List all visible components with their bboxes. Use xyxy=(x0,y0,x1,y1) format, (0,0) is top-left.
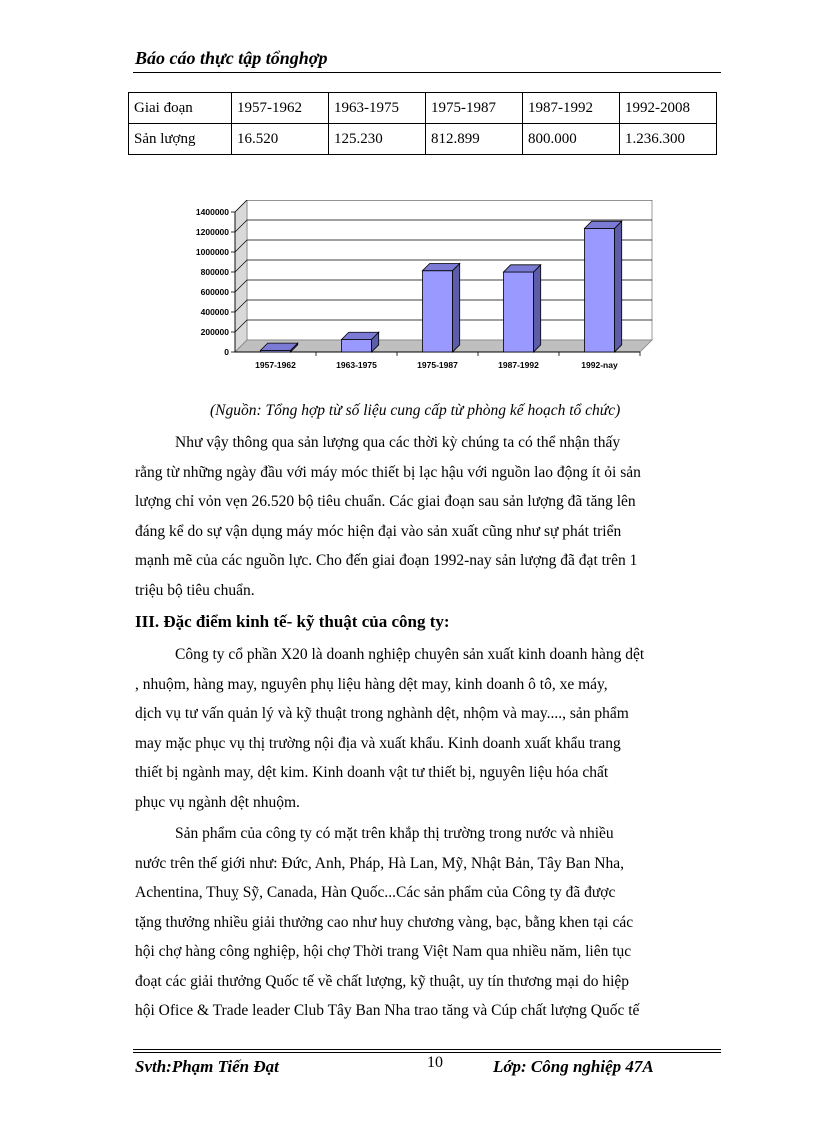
header-rule xyxy=(133,72,721,73)
table-cell: 1963-1975 xyxy=(329,93,426,124)
table-row xyxy=(129,124,717,155)
paragraph-line: Công ty cổ phần X20 là doanh nghiệp chuyên sản xuất kinh doanh hàng dệt xyxy=(175,646,645,663)
paragraph-line: đoạt các giải thưởng Quốc tế về chất lượng, kỹ thuật, uy tín thương mại do hiệp xyxy=(135,972,630,990)
y-tick-label: 1000000 xyxy=(195,247,229,257)
table-cell: 1987-1992 xyxy=(523,93,620,124)
table-cell: 125.230 xyxy=(329,124,426,155)
page-number: 10 xyxy=(427,1054,443,1071)
paragraph-line: triệu bộ tiêu chuẩn. xyxy=(135,581,255,599)
paragraph-line: Achentina, Thuỵ Sỹ, Canada, Hàn Quốc...Các sản phẩm của Công ty đã được xyxy=(135,884,616,901)
paragraph-line: Sản phẩm của công ty có mặt trên khắp thị trường trong nước và nhiều xyxy=(175,825,614,842)
source-caption: (Nguồn: Tổng hợp từ số liệu cung cấp từ phòng kế hoạch tổ chức) xyxy=(210,402,621,419)
footer-author: Svth:Phạm Tiến Đạt xyxy=(135,1057,279,1076)
footer-rule xyxy=(133,1052,721,1053)
y-tick-label: 600000 xyxy=(200,287,229,297)
y-tick-label: 800000 xyxy=(200,267,229,277)
bar xyxy=(585,228,615,352)
bar-top xyxy=(585,221,622,228)
table-cell: 1992-2008 xyxy=(620,93,717,124)
bar xyxy=(423,271,453,352)
footer-rule xyxy=(133,1049,721,1050)
table-cell: 800.000 xyxy=(523,124,620,155)
paragraph-line: hội Ofice & Trade leader Club Tây Ban Nha trao tăng và Cúp chất lượng Quốc tế xyxy=(135,1002,640,1019)
table-cell: 1957-1962 xyxy=(232,93,329,124)
table-row xyxy=(129,93,717,124)
table-cell: Sản lượng xyxy=(129,124,232,155)
bar-top xyxy=(261,343,298,350)
paragraph-line: rằng từ những ngày đầu với máy móc thiết bị lạc hậu với nguồn lao động ít ỏi sản xyxy=(135,463,641,481)
y-tick-label: 1400000 xyxy=(195,207,229,217)
x-tick-label: 1987-1992 xyxy=(498,360,539,370)
paragraph-line: thiết bị ngành may, dệt kim. Kinh doanh vật tư thiết bị, nguyên liệu hóa chất xyxy=(135,764,609,781)
y-tick-label: 200000 xyxy=(200,327,229,337)
paragraph-company-activities xyxy=(135,640,717,817)
paragraph-output-summary xyxy=(135,428,717,605)
paragraph-line: lượng chỉ vỏn vẹn 26.520 bộ tiêu chuẩn. Các giai đoạn sau sản lượng đã tăng lên xyxy=(135,493,636,510)
paragraph-line: Như vậy thông qua sản lượng qua các thời kỳ chúng ta có thể nhận thấy xyxy=(175,434,621,451)
footer-class: Lớp: Công nghiệp 47A xyxy=(493,1057,654,1076)
bar-top xyxy=(504,265,541,272)
paragraph-line: dịch vụ tư vấn quản lý và kỹ thuật trong nghành dệt, nhộm và may...., sản phẩm xyxy=(135,705,629,722)
production-table xyxy=(128,92,717,155)
paragraph-products-markets xyxy=(135,819,717,1026)
chart-side-wall xyxy=(235,200,247,352)
y-tick-label: 0 xyxy=(224,347,229,357)
paragraph-line: đáng kể do sự vận dụng máy móc hiện đại vào sản xuất cũng như sự phát triển xyxy=(135,522,622,540)
paragraph-line: phục vụ ngành dệt nhuộm. xyxy=(135,793,300,811)
production-chart xyxy=(180,200,660,380)
x-tick-label: 1975-1987 xyxy=(417,360,458,370)
x-tick-label: 1992-nay xyxy=(581,360,618,370)
paragraph-line: may mặc phục vụ thị trường nội địa và xuất khẩu. Kinh doanh xuất khẩu trang xyxy=(135,734,621,752)
paragraph-line: mạnh mẽ của các nguồn lực. Cho đến giai đoạn 1992-nay sản lượng đã đạt trên 1 xyxy=(135,552,638,569)
bar-chart-svg xyxy=(180,200,660,380)
bar xyxy=(342,339,372,352)
bar xyxy=(504,272,534,352)
paragraph-line: , nhuộm, hàng may, nguyên phụ liệu hàng dệt may, kinh doanh ô tô, xe máy, xyxy=(135,675,608,693)
x-tick-label: 1957-1962 xyxy=(255,360,296,370)
paragraph-line: nước trên thế giới như: Đức, Anh, Pháp, Hà Lan, Mỹ, Nhật Bản, Tây Ban Nha, xyxy=(135,854,624,872)
table-cell: 1.236.300 xyxy=(620,124,717,155)
bar-top xyxy=(342,332,379,339)
bar-side xyxy=(534,265,541,352)
section-heading: III. Đặc điểm kinh tế- kỹ thuật của công ty: xyxy=(135,612,450,631)
table-cell: 1975-1987 xyxy=(426,93,523,124)
paragraph-line: hội chợ hàng công nghiệp, hội chợ Thời trang Việt Nam qua nhiều năm, liên tục xyxy=(135,943,632,960)
bar-top xyxy=(423,264,460,271)
header-title: Báo cáo thực tập tổnghợp xyxy=(135,48,328,68)
table-cell: 812.899 xyxy=(426,124,523,155)
y-tick-label: 1200000 xyxy=(195,227,229,237)
table-cell: 16.520 xyxy=(232,124,329,155)
paragraph-line: tặng thưởng nhiều giải thưởng cao như huy chương vàng, bạc, bằng khen tại các xyxy=(135,913,634,931)
bar-side xyxy=(615,221,622,352)
bar-side xyxy=(453,264,460,352)
x-tick-label: 1963-1975 xyxy=(336,360,377,370)
y-tick-label: 400000 xyxy=(200,307,229,317)
table-cell: Giai đoạn xyxy=(129,93,232,124)
